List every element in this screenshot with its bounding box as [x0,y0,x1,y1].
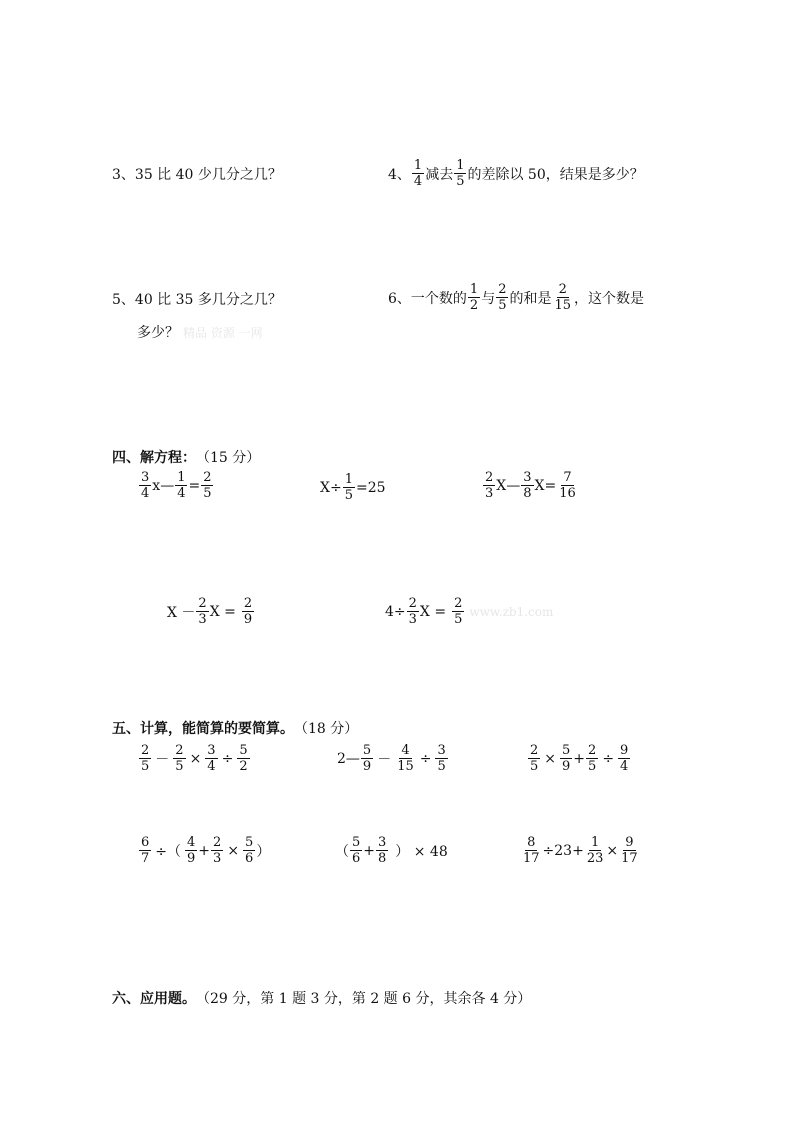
problem-4-text-1: 减去 [425,166,454,183]
watermark: 精品 资源 一网 [183,325,263,340]
operator: × [189,750,202,767]
section-4-points: （15 分） [196,450,261,466]
variable: X— [496,477,521,494]
open-paren: （ [335,843,349,860]
close-paren: ） [256,843,271,860]
fraction: $\frac{1}{4}$ [177,470,186,501]
fraction: $\frac{3}{8}$ [378,835,387,866]
equals: = [188,477,201,494]
calculation-6 [520,835,641,866]
problem-4-number: 4、 [388,166,411,183]
operator: ÷ [602,750,615,767]
operator: － [377,751,392,768]
section-6-heading [112,988,531,1008]
fraction: $\frac{9}{17}$ [621,835,638,866]
fraction: $\frac{4}{15}$ [397,743,414,774]
fraction: $\frac{1}{5}$ [344,472,353,503]
operator: + [573,750,586,767]
problem-3 [112,164,282,184]
problem-5-number: 5、 [112,292,135,308]
leading-term: 2— [337,750,360,767]
problem-6-text-1: 一个数的 [410,290,467,307]
fraction: $\frac{9}{4}$ [620,743,629,774]
fraction: $\frac{5}{2}$ [239,743,248,774]
operator: － [155,751,170,768]
variable: X= [534,477,557,494]
equation-2-rhs: =25 [355,479,386,496]
fraction: $\frac{2}{3}$ [198,596,207,627]
problem-6-continuation [137,322,263,342]
fraction: $\frac{8}{17}$ [523,835,540,866]
problem-3-text: 35 比 40 少几分之几？ [134,167,282,183]
equation-4-lhs: X － [167,604,196,621]
fraction: $\frac{2}{5}$ [141,743,150,774]
operator: × [544,750,557,767]
equation-3 [482,470,579,501]
problem-6-number: 6、 [388,290,411,307]
calculation-5 [335,835,448,866]
equation-5-lhs: 4÷ [385,603,406,620]
variable: X = [209,603,236,620]
section-6-title: 六、应用题。 [112,991,196,1007]
fraction: $\frac{2}{15}$ [554,282,572,313]
fraction: $\frac{1}{2}$ [469,282,479,313]
operator: × [227,842,240,859]
fraction: $\frac{1}{23}$ [586,835,604,866]
fraction: $\frac{7}{16}$ [559,470,576,501]
section-4-heading [112,447,260,467]
problem-6-text-2: 与 [481,290,496,307]
fraction: $\frac{2}{5}$ [588,743,597,774]
equation-2-lhs: X÷ [320,479,342,496]
operator: — [160,477,175,494]
fraction: $\frac{6}{7}$ [141,835,150,866]
section-4-title: 四、解方程： [112,450,196,466]
calculation-1 [138,743,251,774]
problem-6-text-4: ，这个数是 [574,290,645,307]
problem-6 [388,282,644,313]
fraction: $\frac{1}{4}$ [413,158,423,189]
fraction: $\frac{3}{4}$ [141,470,150,501]
fraction: $\frac{2}{9}$ [243,596,253,627]
problem-5 [112,289,282,309]
fraction: $\frac{2}{5}$ [530,743,539,774]
fraction: $\frac{3}{8}$ [523,470,532,501]
fraction: $\frac{2}{5}$ [454,596,463,627]
fraction: $\frac{5}{9}$ [362,743,372,774]
variable: x [152,477,161,494]
equation-1 [138,470,214,501]
problem-5-text: 40 比 35 多几分之几？ [134,292,282,308]
watermark: www.zb1.com [469,604,554,619]
fraction: $\frac{5}{9}$ [562,743,571,774]
operator: × [606,842,619,859]
fraction: $\frac{2}{3}$ [485,470,494,501]
section-5-heading [112,718,358,738]
operator: + [198,842,211,859]
fraction: $\frac{2}{5}$ [175,743,184,774]
fraction: $\frac{2}{5}$ [498,282,507,313]
equation-2 [320,472,386,503]
section-5-points: （18 分） [294,721,359,737]
variable: X = [419,603,447,620]
fraction: $\frac{5}{6}$ [245,835,254,866]
operator: ÷（ [155,843,182,860]
problem-6-text-3: 的和是 [509,290,552,307]
operator: ÷ [221,750,234,767]
fraction: $\frac{2}{5}$ [203,470,212,501]
problem-6-text-5: 多少？ [137,325,179,341]
calculation-2 [337,743,449,774]
section-5-title: 五、计算，能简算的要简算。 [112,721,294,737]
problem-3-number: 3、 [112,167,135,183]
problem-4 [388,158,644,189]
operator: + [363,842,376,859]
equation-5 [385,596,553,627]
calculation-3 [527,743,631,774]
section-6-points: （29 分，第 1 题 3 分，第 2 题 6 分，其余各 4 分） [196,991,532,1007]
equation-4 [167,596,255,627]
calculation-4 [138,835,270,866]
problem-4-text-2: 的差除以 50，结果是多少？ [467,166,644,183]
fraction: $\frac{1}{5}$ [456,158,465,189]
fraction: $\frac{4}{9}$ [187,835,196,866]
fraction: $\frac{3}{5}$ [437,743,446,774]
fraction: $\frac{3}{4}$ [207,743,216,774]
fraction: $\frac{2}{3}$ [408,596,417,627]
operator: ÷ [419,750,432,767]
tail-term: ） × 48 [395,843,448,860]
fraction: $\frac{2}{3}$ [213,835,222,866]
operator: ÷23+ [542,842,584,859]
fraction: $\frac{5}{6}$ [352,835,361,866]
